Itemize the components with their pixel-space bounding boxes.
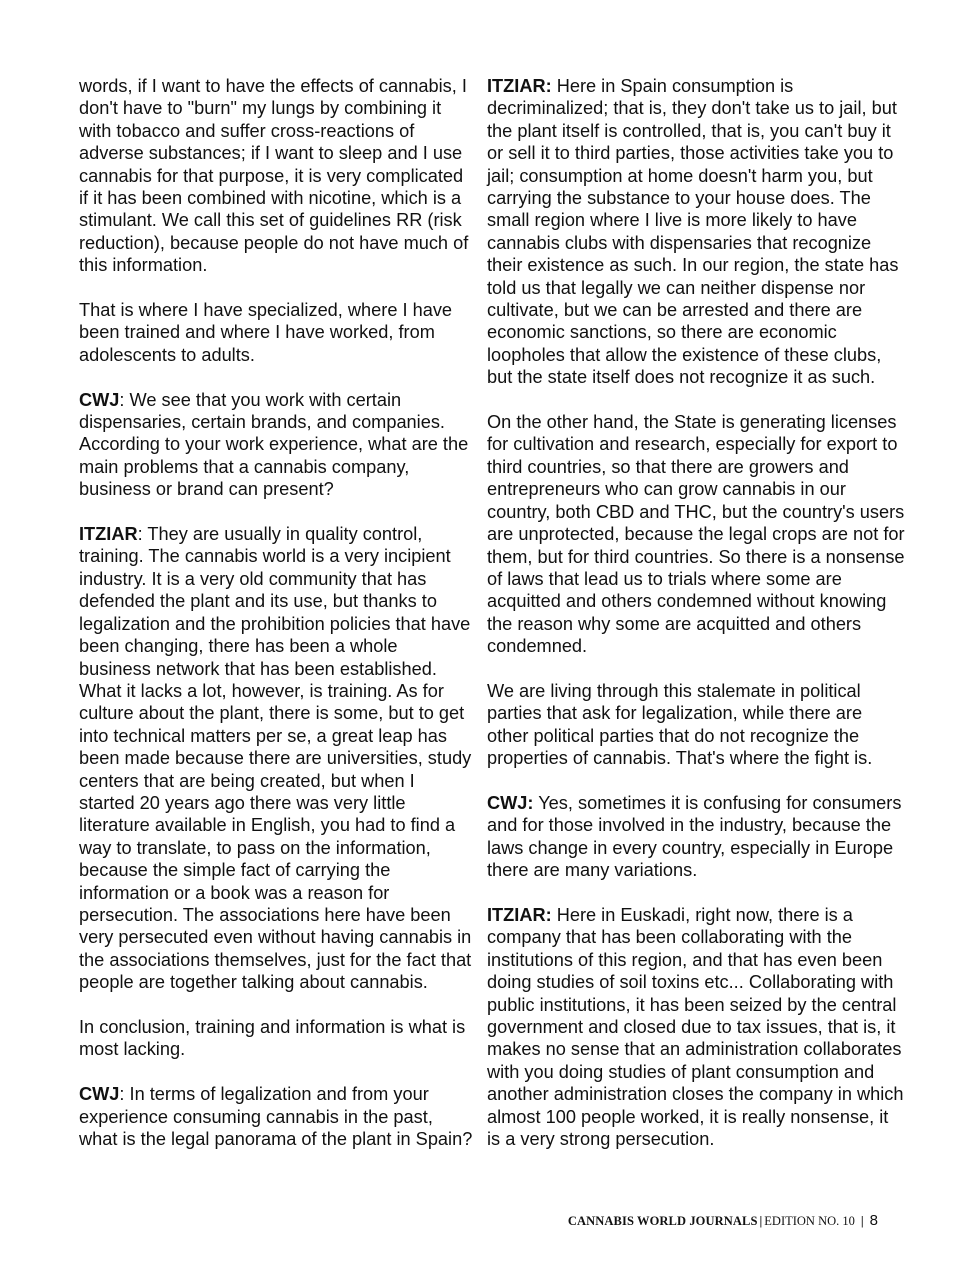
paragraph: [487, 904, 905, 1150]
speaker-label: CWJ: [79, 1084, 120, 1105]
paragraph: [79, 1016, 474, 1061]
paragraph: [487, 411, 905, 657]
speaker-label: CWJ: [79, 389, 120, 410]
paragraph-text: : We see that you work with certain dispensaries, certain brands, and companies. According to your work experience, what are the main problems that a cannabis company, business or brand can present?: [79, 389, 469, 500]
paragraph: [79, 299, 474, 366]
paragraph-text: Here in Spain consumption is decriminalized; that is, they don't take us to jail, but the plant itself is controlled, that is, you can't buy it or sell it to third parties, those activities take you to jail; consumption at home doesn't harm you, but carrying the substance to your house does. The small region where I live is more likely to have cannabis clubs with dispensaries that recognize their existence as such. In our region, the state has told us that legally we can neither dispense nor cultivate, but we can be arrested and there are economic sanctions, so there are economic loopholes that allow the existence of these clubs, but the state itself does not recognize it as such.: [487, 76, 899, 388]
paragraph: [487, 792, 905, 882]
paragraph-text: In conclusion, training and information is what is most lacking.: [79, 1017, 466, 1060]
speaker-label: ITZIAR:: [487, 904, 552, 925]
speaker-label: CWJ:: [487, 792, 534, 813]
paragraph-text: Yes, sometimes it is confusing for consumers and for those involved in the industry, because the laws change in every country, especially in Europe there are many variations.: [487, 792, 902, 881]
paragraph: [79, 389, 474, 501]
paragraph-text: Here in Euskadi, right now, there is a company that has been collaborating with the institutions of this region, and that has even been doing studies of soil toxins etc... Collaborating with public institutions, it has been seized by the central government and closed due to tax issues, that is, it makes no sense that an administration collaborates with you doing studies of plant consumption and another administration closes the company in which almost 100 people worked, it is really nonsense, it is a very strong persecution.: [487, 904, 904, 1150]
paragraph-text: On the other hand, the State is generating licenses for cultivation and research, especially for export to third countries, so that there are growers and entrepreneurs who can grow cannabis in our country, both CBD and THC, but the country's users are unprotected, because the legal crops are not for them, but for third countries. So there is a nonsense of laws that lead us to trials where some are acquitted and others condemned without knowing the reason why some are acquitted and others condemned.: [487, 412, 905, 657]
speaker-label: ITZIAR: [79, 524, 138, 545]
speaker-label: ITZIAR:: [487, 76, 552, 96]
paragraph-text: words, if I want to have the effects of cannabis, I don't have to "burn" my lungs by combining it with tobacco and suffer cross-reactions of adverse substances; if I want to sleep and I use cannabis for that purpose, it is very complicated if it has been combined with nicotine, which is a stimulant. We call this set of guidelines RR (risk reduction), because people do not have much of this information.: [79, 76, 469, 276]
paragraph-text: We are living through this stalemate in political parties that ask for legalization, while there are other political parties that do not recognize the properties of cannabis. That's where the fight is.: [487, 680, 873, 769]
paragraph: [79, 1083, 474, 1150]
paragraph-text: : In terms of legalization and from your experience consuming cannabis in the past, what is the legal panorama of the plant in Spain?: [79, 1084, 473, 1150]
right-column: [487, 75, 905, 1150]
left-column: [79, 75, 474, 1150]
paragraph: [79, 523, 474, 994]
page-footer: [568, 1212, 878, 1229]
paragraph: [79, 75, 474, 277]
edition-number: EDITION NO. 10: [764, 1214, 855, 1228]
footer-separator: |: [759, 1214, 763, 1228]
page-separator: |: [860, 1214, 864, 1228]
paragraph-text: That is where I have specialized, where I have been trained and where I have worked, from adolescents to adults.: [79, 300, 453, 365]
paragraph: [487, 680, 905, 770]
paragraph-text: : They are usually in quality control, training. The cannabis world is a very incipient industry. It is a very old community that has defended the plant and its use, but thanks to legalization and the prohibition policies that have been changing, there has been a whole business network that has been established. What it lacks a lot, however, is training. As for culture about the plant, there is some, but to get into technical matters per se, a great leap has been made because there are universities, study centers that are being created, but when I started 20 years ago there was very little literature available in English, you had to find a way to translate, to pass on the information, because the simple fact of carrying the information or a book was a reason for persecution. The associations here have been very persecuted even without having cannabis in the associations themselves, just for the fact that people are together talking about cannabis.: [79, 524, 472, 993]
page-number: 8: [869, 1212, 878, 1229]
journal-name: CANNABIS WORLD JOURNALS: [567, 1214, 758, 1228]
paragraph: [487, 75, 905, 389]
